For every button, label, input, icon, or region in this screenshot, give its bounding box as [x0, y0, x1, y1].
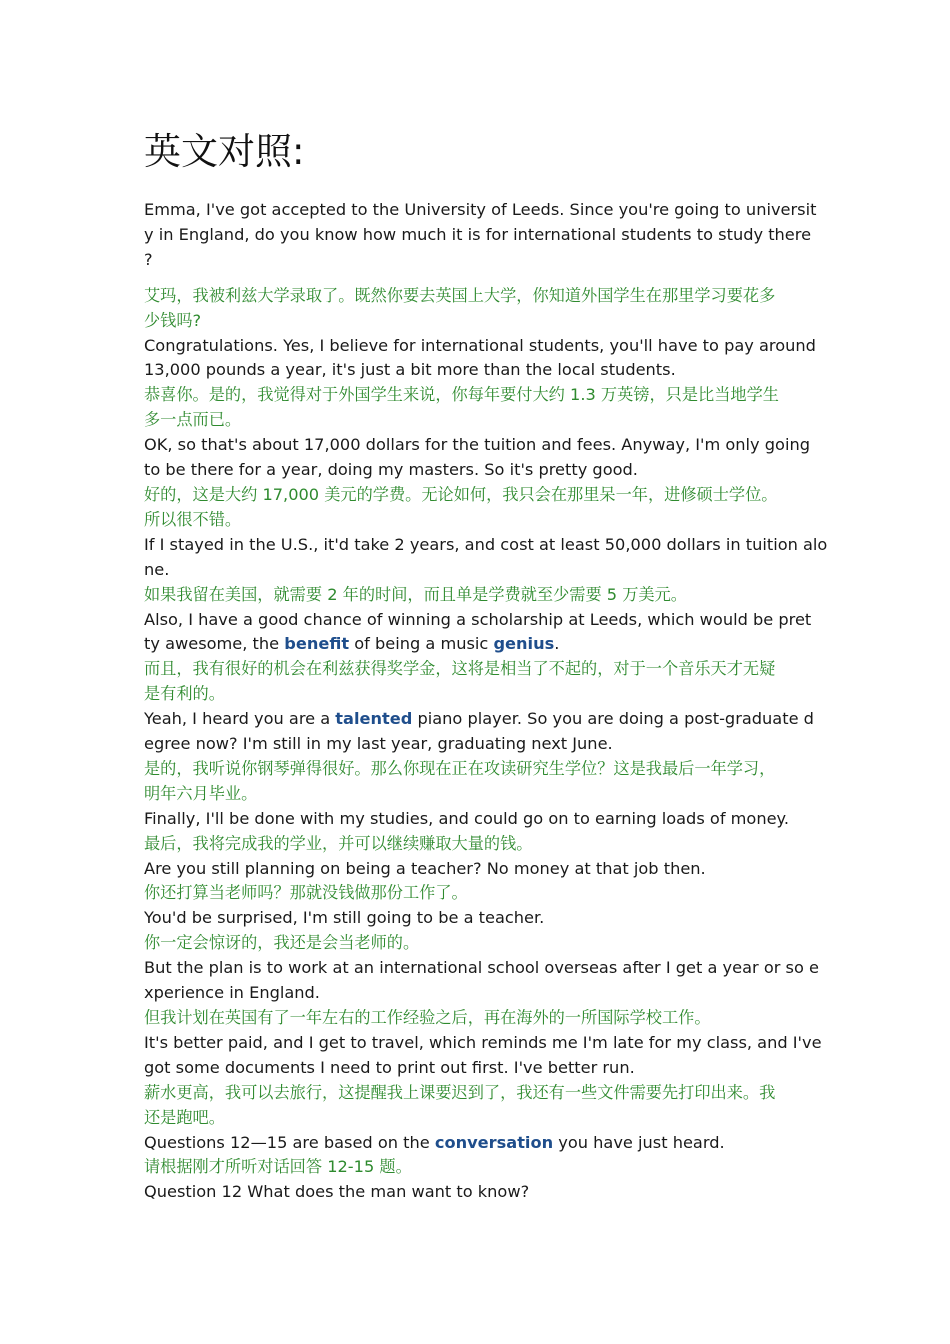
- line-text: 你一定会惊讶的，我还是会当老师的。: [144, 933, 420, 953]
- line-text: 是有利的。: [144, 684, 225, 704]
- line-text: OK, so that's about 17,000 dollars for the tuition and fees. Anyway, I'm only going: [144, 435, 810, 455]
- line-text: ?: [144, 249, 153, 269]
- line-text: 最后，我将完成我的学业，并可以继续赚取大量的钱。: [144, 833, 533, 853]
- line-text: 如果我留在美国，就需要 2 年的时间，而且单是学费就至少需要 5 万美元。: [144, 584, 687, 604]
- english-line: [144, 248, 812, 273]
- chinese-line: [144, 931, 812, 956]
- line-text: 恭喜你。是的，我觉得对于外国学生来说，你每年要付大约 1.3 万英镑，只是比当地学生: [144, 385, 779, 405]
- line-text: got some documents I need to print out first. I've better run.: [144, 1057, 635, 1077]
- english-line: [144, 533, 828, 558]
- line-text: 明年六月毕业。: [144, 783, 258, 803]
- line-text: you have just heard.: [553, 1132, 725, 1152]
- line-text: Are you still planning on being a teacher? No money at that job then.: [144, 858, 706, 878]
- line-text: 你还打算当老师吗？那就没钱做那份工作了。: [144, 883, 468, 903]
- english-line: [144, 981, 812, 1006]
- chinese-line: [144, 383, 812, 408]
- page-title: 英文对照:: [144, 130, 305, 173]
- chinese-line: [144, 757, 812, 782]
- chinese-line: [144, 1106, 812, 1131]
- english-line: [144, 906, 812, 931]
- line-text: to be there for a year, doing my masters. So it's pretty good.: [144, 460, 638, 480]
- chinese-line: [144, 508, 812, 533]
- english-line: [144, 1031, 822, 1056]
- line-text: ty awesome, the: [144, 634, 285, 654]
- line-text: ne.: [144, 559, 170, 579]
- english-line: [144, 857, 812, 882]
- line-text: 而且，我有很好的机会在利兹获得奖学金，这将是相当了不起的，对于一个音乐天才无疑: [144, 659, 776, 679]
- document-page: [144, 124, 828, 1205]
- english-line: [144, 707, 812, 732]
- english-line: [144, 1180, 812, 1205]
- english-line: [144, 458, 812, 483]
- chinese-line: [144, 657, 812, 682]
- chinese-line: [144, 782, 812, 807]
- english-line: [144, 223, 812, 248]
- english-line: [144, 608, 812, 633]
- line-text: xperience in England.: [144, 983, 320, 1003]
- line-text: piano player. So you are doing a post-graduate d: [412, 709, 814, 729]
- chinese-line: [144, 881, 812, 906]
- english-line: [144, 358, 812, 383]
- line-text: 薪水更高，我可以去旅行，这提醒我上课要迟到了，我还有一些文件需要先打印出来。我: [144, 1082, 776, 1102]
- line-text: 多一点而已。: [144, 410, 242, 430]
- english-line: [144, 558, 812, 583]
- line-text: 13,000 pounds a year, it's just a bit more than the local students.: [144, 360, 676, 380]
- line-text: 请根据刚才所听对话回答 12-15 题。: [144, 1157, 412, 1177]
- line-text: Question 12 What does the man want to know?: [144, 1182, 530, 1202]
- english-line: [144, 732, 812, 757]
- line-text: egree now? I'm still in my last year, graduating next June.: [144, 734, 613, 754]
- line-text: Also, I have a good chance of winning a scholarship at Leeds, which would be pret: [144, 609, 812, 629]
- vocabulary-keyword: talented: [335, 709, 413, 729]
- line-text: If I stayed in the U.S., it'd take 2 years, and cost at least 50,000 dollars in tuition alo: [144, 534, 828, 554]
- line-text: Questions 12—15 are based on the: [144, 1132, 435, 1152]
- line-text: You'd be surprised, I'm still going to be a teacher.: [144, 908, 545, 928]
- line-text: 所以很不错。: [144, 509, 242, 529]
- line-text: Yeah, I heard you are a: [144, 709, 336, 729]
- line-text: 但我计划在英国有了一年左右的工作经验之后，再在海外的一所国际学校工作。: [144, 1008, 711, 1027]
- line-text: 还是跑吧。: [144, 1107, 225, 1127]
- line-text: Finally, I'll be done with my studies, and could go on to earning loads of money.: [144, 808, 789, 828]
- line-text: 艾玛，我被利兹大学录取了。既然你要去英国上大学，你知道外国学生在那里学习要花多: [144, 285, 776, 305]
- line-text: Emma, I've got accepted to the University of Leeds. Since you're going to universit: [144, 200, 817, 219]
- english-line: [144, 1131, 812, 1156]
- line-text: y in England, do you know how much it is for international students to study there: [144, 224, 812, 244]
- chinese-line: [144, 408, 812, 433]
- chinese-line: [144, 832, 812, 857]
- chinese-line: [144, 483, 812, 508]
- chinese-line: [144, 1155, 812, 1180]
- line-text: But the plan is to work at an international school overseas after I get a year or so e: [144, 958, 819, 978]
- transcript: [144, 198, 828, 1205]
- line-text: 好的，这是大约 17,000 美元的学费。无论如何，我只会在那里呆一年，进修硕士学位。: [144, 484, 778, 504]
- english-line: [144, 334, 816, 359]
- paragraph-gap: [144, 273, 812, 284]
- vocabulary-keyword: genius: [493, 634, 555, 654]
- line-text: .: [554, 634, 560, 654]
- vocabulary-keyword: conversation: [434, 1132, 554, 1152]
- line-text: Congratulations. Yes, I believe for international students, you'll have to pay around: [144, 335, 816, 355]
- chinese-line: [144, 583, 812, 608]
- chinese-line: [144, 1081, 812, 1106]
- chinese-line: [144, 309, 812, 334]
- english-line: [144, 807, 812, 832]
- line-text: It's better paid, and I get to travel, which reminds me I'm late for my class, and I've: [144, 1032, 822, 1052]
- chinese-line: [144, 1006, 812, 1031]
- chinese-line: [144, 682, 812, 707]
- line-text: of being a music: [349, 634, 494, 654]
- english-line: [144, 198, 817, 223]
- vocabulary-keyword: benefit: [284, 634, 350, 654]
- english-line: [144, 956, 819, 981]
- english-line: [144, 433, 812, 458]
- line-text: 少钱吗?: [144, 310, 202, 330]
- line-text: 是的，我听说你钢琴弹得很好。那么你现在正在攻读研究生学位？这是我最后一年学习，: [144, 758, 776, 778]
- english-line: [144, 632, 812, 657]
- chinese-line: [144, 284, 812, 309]
- english-line: [144, 1056, 812, 1081]
